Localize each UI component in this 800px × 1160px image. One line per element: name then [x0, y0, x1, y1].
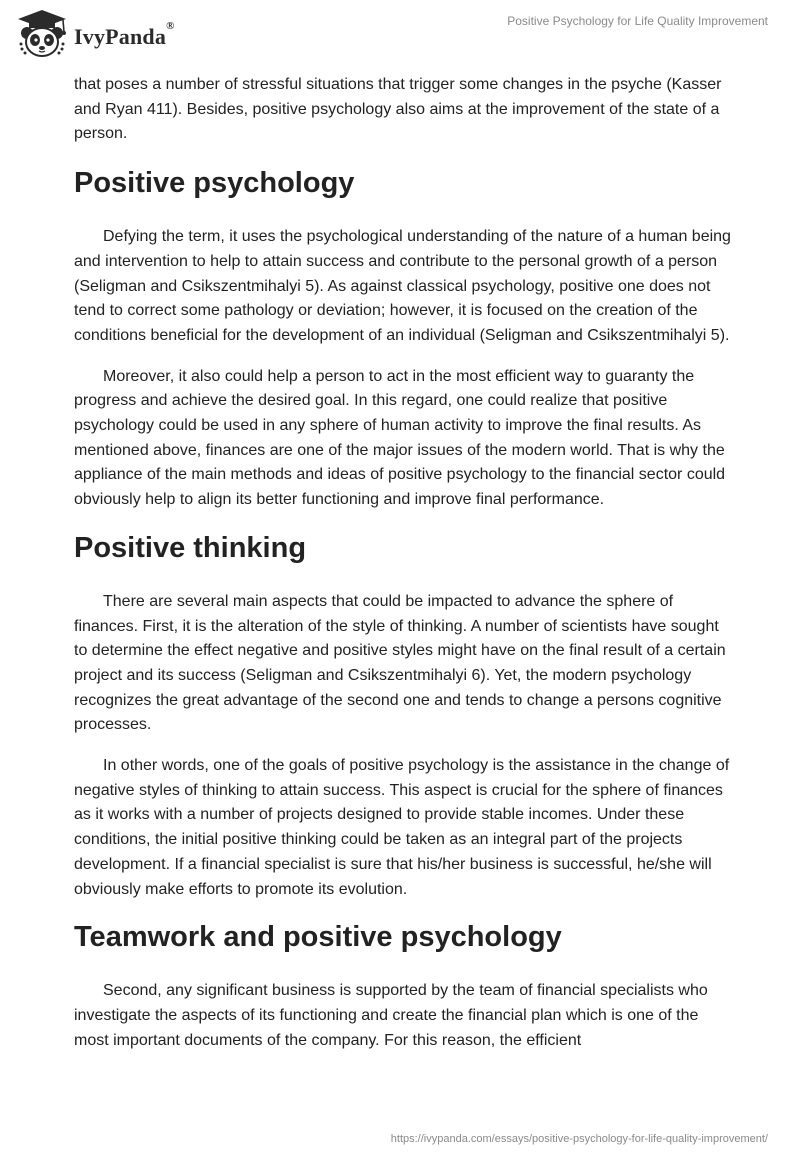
paragraph: Defying the term, it uses the psychological understanding of the nature of a human being and intervention to help to attain success and contribute to the personal growth of a person (Seligman and Csikszentmihalyi 5). As against classical psychology, positive one does not tend to correct some pathology or deviation; however, it is focused on the creation of the conditions beneficial for the development of an individual (Seligman and Csikszentmihalyi 5). [74, 228, 731, 344]
logo-text [74, 20, 175, 50]
paragraph: In other words, one of the goals of positive psychology is the assistance in the change of negative styles of thinking to attain success. This aspect is crucial for the sphere of finances as it works with a number of projects designed to provide stable incomes. Under these conditions, the initial positive thinking could be taken as an integral part of the projects development. If a financial specialist is sure that his/her business is successful, he/she will obviously make efforts to promote its evolution. [74, 757, 730, 898]
logo-name: IvyPanda [74, 24, 167, 49]
paragraph: There are several main aspects that could be impacted to advance the sphere of finances. First, it is the alteration of the style of thinking. A number of scientists have sought to determine the effect negative and positive styles might have on the final result of a certain project and its success (Seligman and Csikszentmihalyi 6). Yet, the modern psychology recognizes the great advantage of the second one and tends to change a persons cognitive processes. [74, 592, 726, 734]
essay-content [74, 72, 734, 1053]
source-url[interactable]: https://ivypanda.com/essays/positive-psychology-for-life-quality-improvement/ [390, 1133, 768, 1145]
logo-registered-mark: ® [166, 20, 175, 32]
page-header [0, 0, 800, 72]
section-heading-teamwork: Teamwork and positive psychology [74, 921, 562, 954]
intro-paragraph: that poses a number of stressful situations that trigger some changes in the psyche (Kasser and Ryan 411). Besides, positive psychology also aims at the improvement of the state of a person. [74, 76, 722, 143]
document-title: Positive Psychology for Life Quality Improvement [507, 14, 768, 28]
ivypanda-logo[interactable] [14, 8, 175, 60]
section-heading-positive-thinking: Positive thinking [74, 531, 307, 564]
panda-logo-icon [14, 8, 70, 60]
paragraph: Second, any significant business is supported by the team of financial specialists who investigate the aspects of its functioning and create the financial plan which is one of the most important documents of the company. For this reason, the efficient [74, 982, 708, 1049]
paragraph: Moreover, it also could help a person to act in the most efficient way to guaranty the progress and achieve the desired goal. In this regard, one could realize that positive psychology could be used in any sphere of human activity to improve the final results. As mentioned above, finances are one of the major issues of the modern world. That is why the appliance of the main methods and ideas of positive psychology to the financial sector could obviously help to align its better functioning and improve final performance. [74, 367, 726, 509]
section-heading-positive-psychology: Positive psychology [74, 167, 355, 200]
